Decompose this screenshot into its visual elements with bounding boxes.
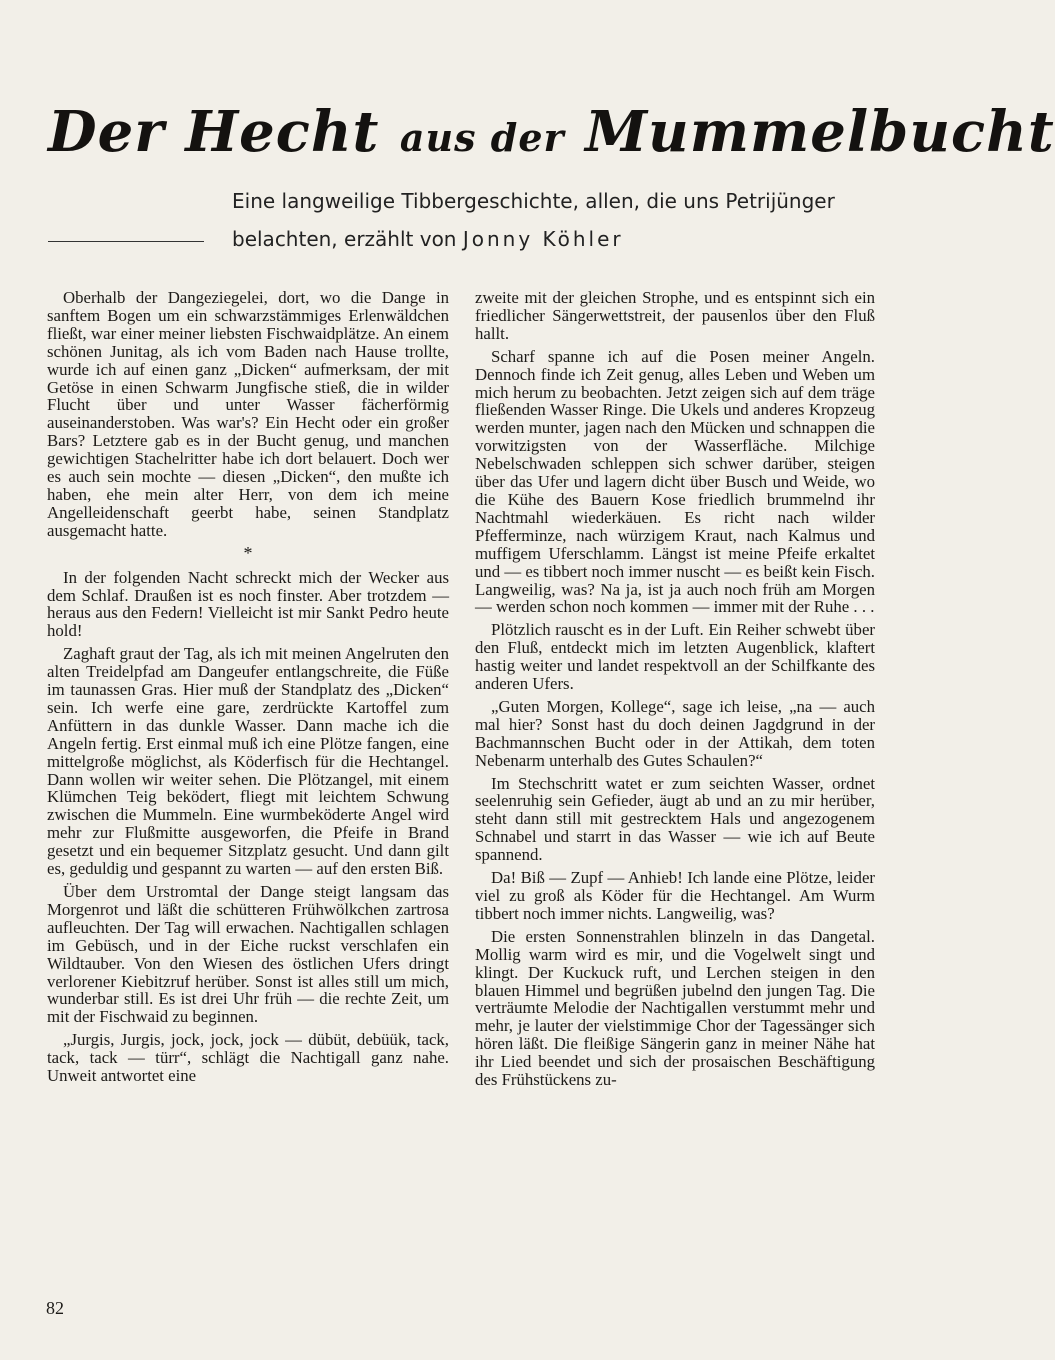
paragraph: Im Stechschritt watet er zum seichten Wasser, ordnet seelenruhig sein Gefieder, äugt ab und an zu mir herüber, steht dann still mit gestrecktem Hals und angezogenem Schnabel und starrt in das Wasser — wie ich auf Beute spannend.	[475, 773, 875, 865]
paragraph: Da! Biß — Zupf — Anhieb! Ich lande eine Plötze, leider viel zu groß als Köder für die Hechtangel. Am Wurm tibbert noch immer nichts. Langweilig, was?	[475, 868, 875, 923]
text-column-left	[47, 289, 449, 1090]
text-column-right	[475, 289, 875, 1094]
subtitle-line-2-prefix: belachten, erzählt von	[232, 227, 457, 251]
paragraph: Oberhalb der Dangeziegelei, dort, wo die Dange in sanftem Bogen um ein schwarzstämmiges Erlenwäldchen fließt, war einer meiner liebsten Fischwaidplätze. An einem schönen Junitag, als ich vom Baden nach Hause trollte, wurde ich auf einen ganz „Dicken“ aufmerksam, der mit Getöse in einen Schwarm Jungfische stieß, die in wilder Flucht über und unter Wasser fächerförmig auseinanderstoben. Was war's? Ein Hecht oder ein großer Bars? Letztere gab es in der Bucht genug, und manchen gewichtigen Stachelritter habe ich dort belauert. Doch wer es auch sein mochte — diesen „Dicken“, den mußte ich haben, ehe mein alter Herr, von dem ich meine Angelleidenschaft geerbt habe, seinen Standplatz ausgemacht hatte.	[47, 288, 449, 540]
title-part-2: aus der	[399, 115, 565, 160]
author-name: Jonny Köhler	[462, 227, 624, 251]
article-subtitle	[232, 182, 882, 258]
paragraph: Scharf spanne ich auf die Posen meiner Angeln. Dennoch finde ich Zeit genug, alles Leben und Weben um mich herum zu beobachten. Jetzt zeigen sich auf dem träge fließenden Wasser Ringe. Die Ukels und anderes Kropzeug werden munter, jagen nach den Mücken und schnappen die vorwitzigsten von der Wasserfläche. Milchige Nebelschwaden schleppen sich schwer darüber, steigen über das Ufer und lagern dicht über Busch und Weide, wo die Kühe des Bauern Kose friedlich brummelnd ihr Nachtmahl wiederkäuen. Es richt nach wilder Pfefferminze, nach würzigem Kraut, nach Kalmus und muffigem Uferschlamm. Längst ist meine Pfeife erkaltet und — es tibbert noch immer nuscht — es beißt kein Fisch. Langweilig, was? Na ja, ist ja auch noch früh am Morgen — werden schon noch kommen — immer mit der Ruhe . . .	[475, 346, 875, 617]
page-number: 82	[46, 1298, 64, 1318]
paragraph-continued: zweite mit der gleichen Strophe, und es entspinnt sich ein friedlicher Sängerwettstreit, der pausenlos über den Fluß hallt.	[475, 288, 875, 343]
section-separator-asterisk: *	[243, 542, 253, 563]
article-title	[48, 92, 1055, 172]
paragraph: In der folgenden Nacht schreckt mich der Wecker aus dem Schlaf. Draußen ist es noch finster. Aber trotzdem — heraus aus den Federn! Vielleicht ist mir Sankt Pedro heute hold!	[47, 567, 449, 641]
title-part-1: Der Hecht	[48, 99, 380, 165]
paragraph: Über dem Urstromtal der Dange steigt langsam das Morgenrot und läßt die schütteren Frühwölkchen zartrosa aufleuchten. Der Tag will erwachen. Nachtigallen schlagen im Gebüsch, und in der Eiche ruckst verschlafen ein Wildtauber. Von den Wiesen des östlichen Ufers dringt verlorener Kiebitzruf herüber. Sonst ist alles still um mich, wunderbar still. Es ist drei Uhr früh — die rechte Zeit, um mit der Fischwaid zu beginnen.	[47, 882, 449, 1027]
title-part-3: Mummelbucht	[585, 99, 1055, 165]
subtitle-line-2	[232, 220, 882, 258]
paragraph: „Guten Morgen, Kollege“, sage ich leise, „na — auch mal hier? Sonst hast du doch deinen Jagdgrund in der Bachmannschen Bucht oder in der Attikah, dem toten Nebenarm unterhalb des Gutes Schaulen?“	[475, 696, 875, 770]
subtitle-line-1: Eine langweilige Tibbergeschichte, allen, die uns Petrijünger	[232, 189, 835, 213]
paragraph: Plötzlich rauscht es in der Luft. Ein Reiher schwebt über den Fluß, entdeckt mich im letzten Augenblick, klaftert hastig weiter und landet respektvoll an der Schilfkante des anderen Ufers.	[475, 620, 875, 694]
paragraph: Die ersten Sonnenstrahlen blinzeln in das Dangetal. Mollig warm wird es mir, und die Vogelwelt singt und klingt. Der Kuckuck ruft, und Lerchen steigen in den blauen Himmel und begrüßen jubelnd den jungen Tag. Die verträumte Melodie der Nachtigallen verstummt mehr und mehr, je lauter der vielstimmige Chor der Tagessänger sich hören läßt. Die fleißige Sängerin ganz in meiner Nähe hat ihr Lied beendet und sich der prosaischen Beschäftigung des Frühstückens zu-	[475, 926, 875, 1090]
paragraph: „Jurgis, Jurgis, jock, jock, jock — dübüt, debüük, tack, tack, tack — türr“, schlägt die Nachtigall ganz nahe. Unweit antwortet eine	[47, 1030, 449, 1086]
title-divider-rule	[48, 241, 204, 242]
paragraph: Zaghaft graut der Tag, als ich mit meinen Angelruten den alten Treidelpfad am Dangeufer entlangschreite, die Füße im taunassen Gras. Hier muß der Standplatz des „Dicken“ sein. Ich werfe eine gare, zerdrückte Kartoffel zum Anfüttern in das dunkle Wasser. Dann mache ich die Angeln fertig. Erst einmal muß ich eine Plötze fangen, eine mittelgroße möglichst, als Köderfisch für die Hechtangel. Dann wollen wir weiter sehen. Die Plötzangel, mit einem Klümchen Teig beködert, fliegt mit leichtem Schwung zwischen die Mummeln. Eine wurmbeköderte Angel wird mehr zur Flußmitte ausgeworfen, die Pfeife in Brand gesetzt und ein bequemer Sitzplatz gesucht. Und dann gilt es, geduldig und gespannt zu warten — auf den ersten Biß.	[47, 644, 449, 879]
